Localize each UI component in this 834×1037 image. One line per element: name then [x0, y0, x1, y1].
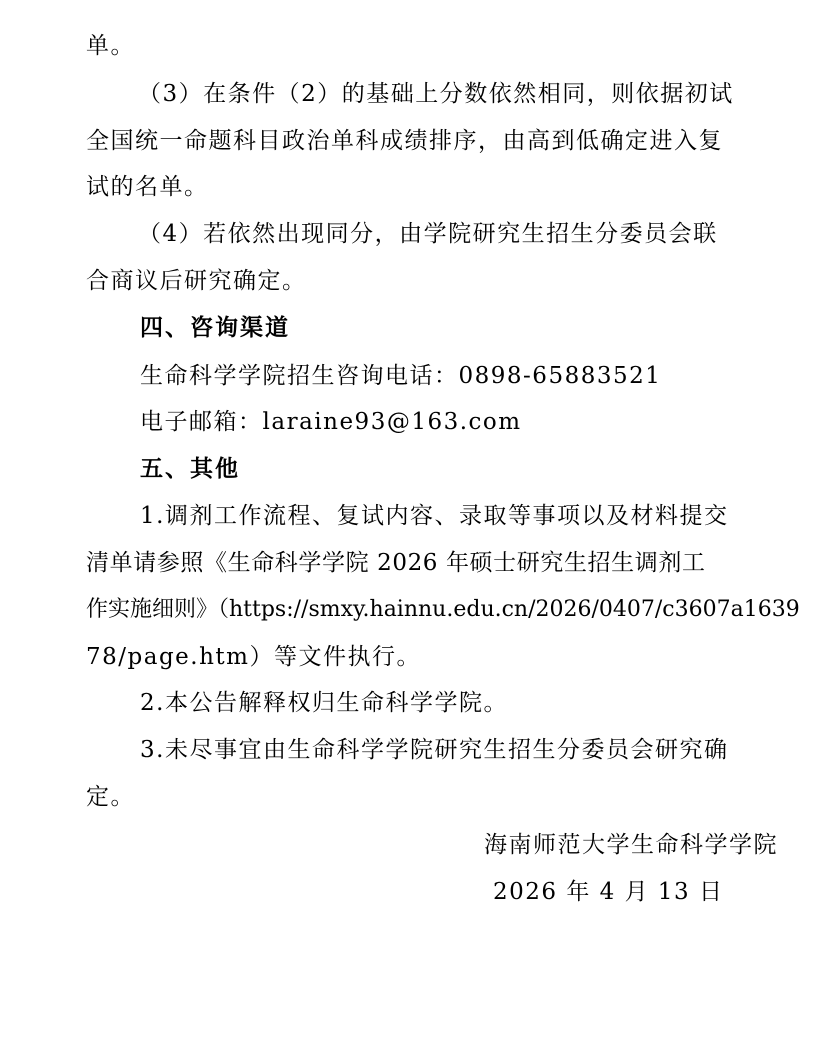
- text-line: （3）在条件（2）的基础上分数依然相同，则依据初试: [138, 81, 734, 107]
- text-line: 3.未尽事宜由生命科学学院研究生招生分委员会研究确: [140, 737, 729, 763]
- text-line: （4）若依然出现同分，由学院研究生招生分委员会联: [138, 221, 718, 247]
- text-line: 单。: [86, 33, 135, 59]
- text-line: 78/page.htm）等文件执行。: [86, 644, 421, 670]
- signature-org: 海南师范大学生命科学学院: [484, 832, 778, 858]
- contact-email: 电子邮箱：laraine93@163.com: [140, 409, 522, 435]
- section-heading: 五、其他: [140, 455, 240, 482]
- text-line: 全国统一命题科目政治单科成绩排序，由高到低确定进入复: [86, 128, 723, 154]
- contact-phone: 生命科学学院招生咨询电话：0898-65883521: [140, 363, 662, 389]
- text-line: 试的名单。: [86, 174, 209, 200]
- text-line: 合商议后研究确定。: [86, 268, 307, 294]
- section-heading: 四、咨询渠道: [140, 314, 290, 341]
- text-line: 2.本公告解释权归生命科学学院。: [140, 690, 508, 716]
- text-line: 清单请参照《生命科学学院 2026 年硕士研究生招生调剂工: [86, 550, 706, 576]
- signature-date: 2026 年 4 月 13 日: [493, 879, 724, 905]
- text-line: 定。: [86, 784, 135, 810]
- text-line: 1.调剂工作流程、复试内容、录取等事项以及材料提交: [140, 503, 729, 529]
- url-line: 作实施细则》（https://smxy.hainnu.edu.cn/2026/0407/c3607a1639: [86, 597, 800, 622]
